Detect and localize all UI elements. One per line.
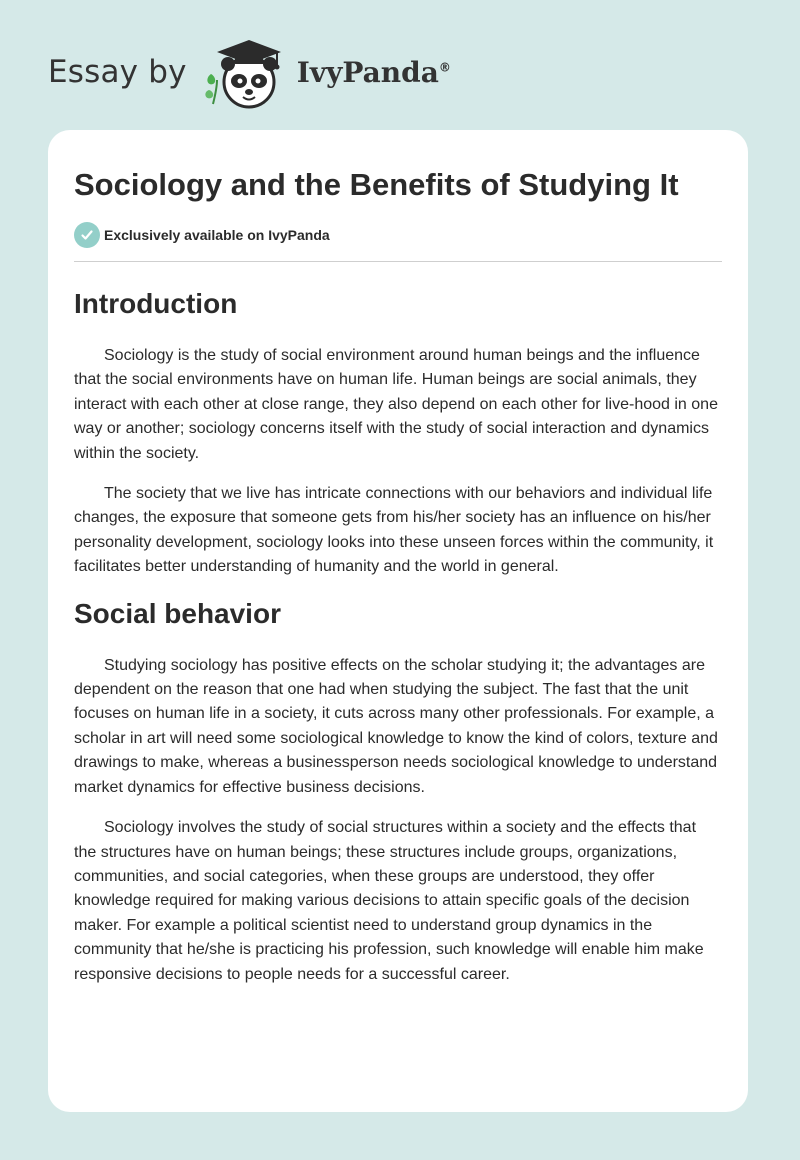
section-heading-introduction: Introduction [74,288,238,319]
brand-prefix: Essay by [48,54,187,90]
article-card [48,130,748,1112]
panda-graduate-icon[interactable] [203,34,295,110]
article-title: Sociology and the Benefits of Studying It [74,167,679,202]
brand-header [48,34,451,110]
brand-name[interactable]: IvyPanda® [296,55,451,89]
section-heading-social-behavior: Social behavior [74,597,281,629]
badge-text: Exclusively available on IvyPanda [104,227,330,243]
divider [74,261,722,262]
paragraph: Sociology is the study of social environment around human beings and the influence that the social environments have on human life. Human beings are social animals, they interact with each other at close range, they also depend on each other for live-hood in one way or another; sociology concerns itself with the study of social interaction and dynamics within the society. [74,347,718,462]
exclusive-badge [74,222,722,248]
check-circle-icon [74,222,100,248]
paragraph: The society that we live has intricate connections with our behaviors and individual life changes, the exposure that someone gets from his/her society has an influence on his/her personality development, sociology looks into these unseen forces within the community, it facilitates better understanding of humanity and the world in general. [74,485,714,576]
paragraph: Studying sociology has positive effects on the scholar studying it; the advantages are dependent on the reason that one had when studying the subject. The fast that the unit focuses on human life in a society, it cuts across many other professionals. For example, a scholar in art will need some sociological knowledge to know the kind of colors, texture and drawings to make, whereas a businessperson needs sociological knowledge to understand market dynamics for effective business decisions. [74,656,718,796]
paragraph: Sociology involves the study of social structures within a society and the effects that the structures have on human beings; these structures include groups, organizations, communities, and social categories, when these groups are understood, they offer knowledge required for making various decisions to attain specific goals of the decision maker. For example a political scientist need to understand group dynamics in the community that he/she is practicing his profession, such knowledge will enable him make responsive decisions to people needs for a successful career. [74,819,704,983]
